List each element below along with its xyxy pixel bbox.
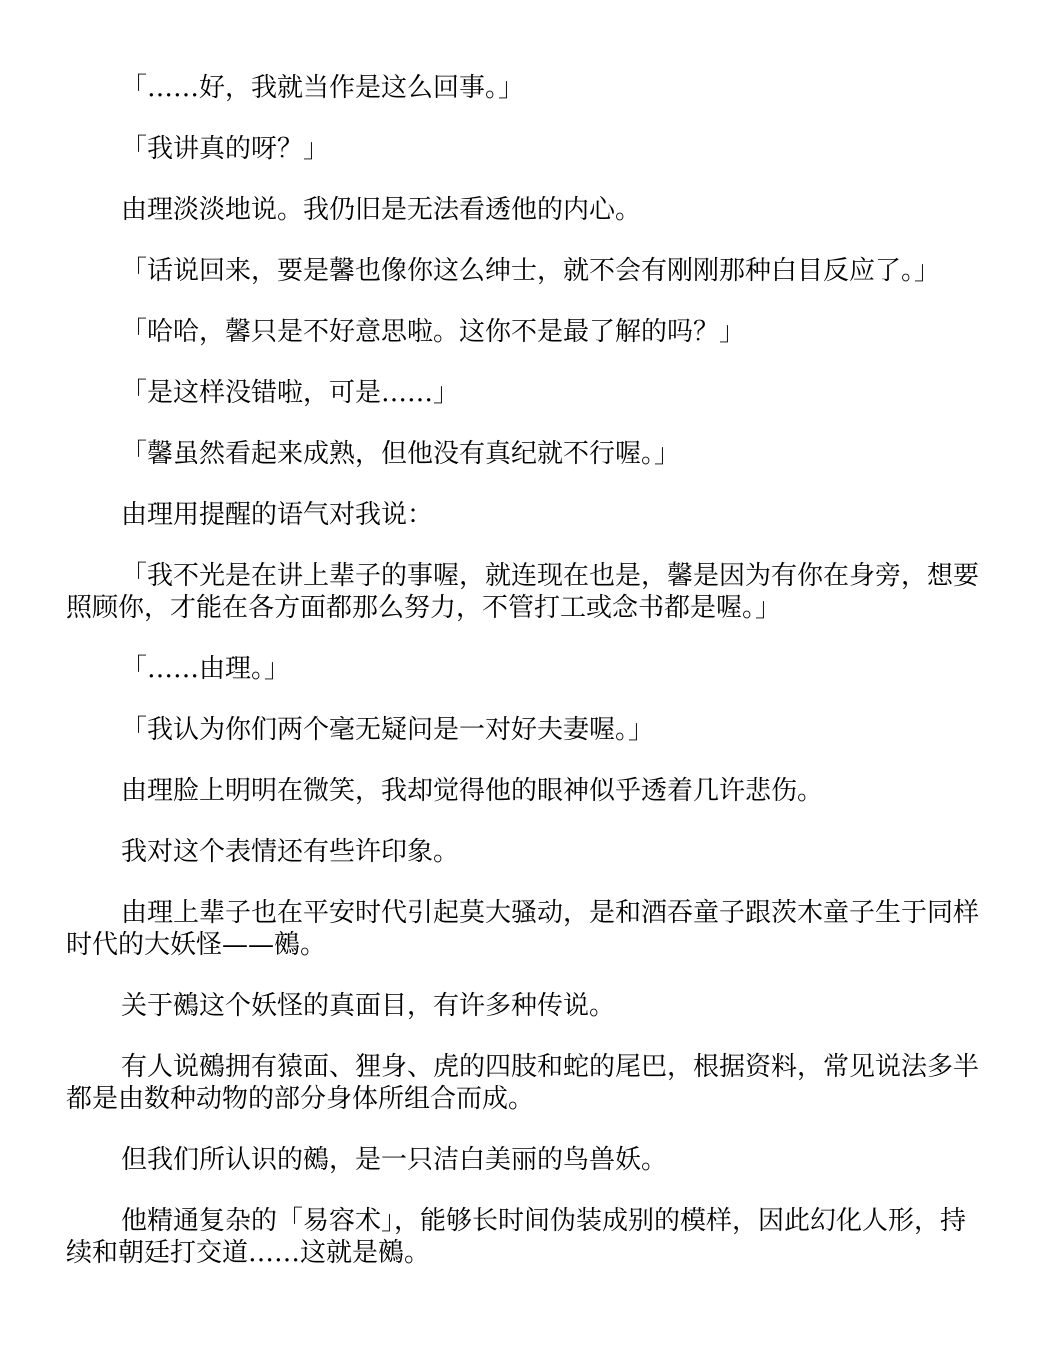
- document-body: [66, 72, 986, 1298]
- paragraph: 由理用提醒的语气对我说：: [121, 500, 434, 530]
- paragraph: 「我认为你们两个毫无疑问是一对好夫妻喔。」: [121, 715, 655, 745]
- paragraph: 由理脸上明明在微笑，我却觉得他的眼神似乎透着几许悲伤。: [121, 776, 824, 806]
- paragraph: 「……好，我就当作是这么回事。」: [121, 73, 525, 103]
- paragraph: 「我不光是在讲上辈子的事喔，就连现在也是，馨是因为有你在身旁，想要照顾你，才能在各方面都那么努力，不管打工或念书都是喔。」: [66, 561, 980, 623]
- paragraph: 「是这样没错啦，可是……」: [121, 378, 460, 408]
- paragraph: 由理上辈子也在平安时代引起莫大骚动，是和酒吞童子跟茨木童子生于同样时代的大妖怪——鵺。: [66, 898, 980, 960]
- paragraph: 「我讲真的呀？」: [121, 134, 330, 164]
- paragraph: 「馨虽然看起来成熟，但他没有真纪就不行喔。」: [121, 439, 681, 469]
- paragraph: 我对这个表情还有些许印象。: [121, 837, 460, 867]
- paragraph: 他精通复杂的「易容术」，能够长时间伪装成别的模样，因此幻化人形，持续和朝廷打交道……这就是鵺。: [66, 1206, 967, 1268]
- paragraph: 「话说回来，要是馨也像你这么绅士，就不会有刚刚那种白目反应了。」: [121, 256, 941, 286]
- paragraph: 「……由理。」: [121, 654, 291, 684]
- paragraph: 由理淡淡地说。我仍旧是无法看透他的内心。: [121, 195, 642, 225]
- paragraph: 但我们所认识的鵺，是一只洁白美丽的鸟兽妖。: [121, 1145, 668, 1175]
- paragraph: 关于鵺这个妖怪的真面目，有许多种传说。: [121, 991, 616, 1021]
- paragraph: 「哈哈，馨只是不好意思啦。这你不是最了解的吗？」: [121, 317, 746, 347]
- paragraph: 有人说鵺拥有猿面、狸身、虎的四肢和蛇的尾巴，根据资料，常见说法多半都是由数种动物的部分身体所组合而成。: [66, 1052, 980, 1114]
